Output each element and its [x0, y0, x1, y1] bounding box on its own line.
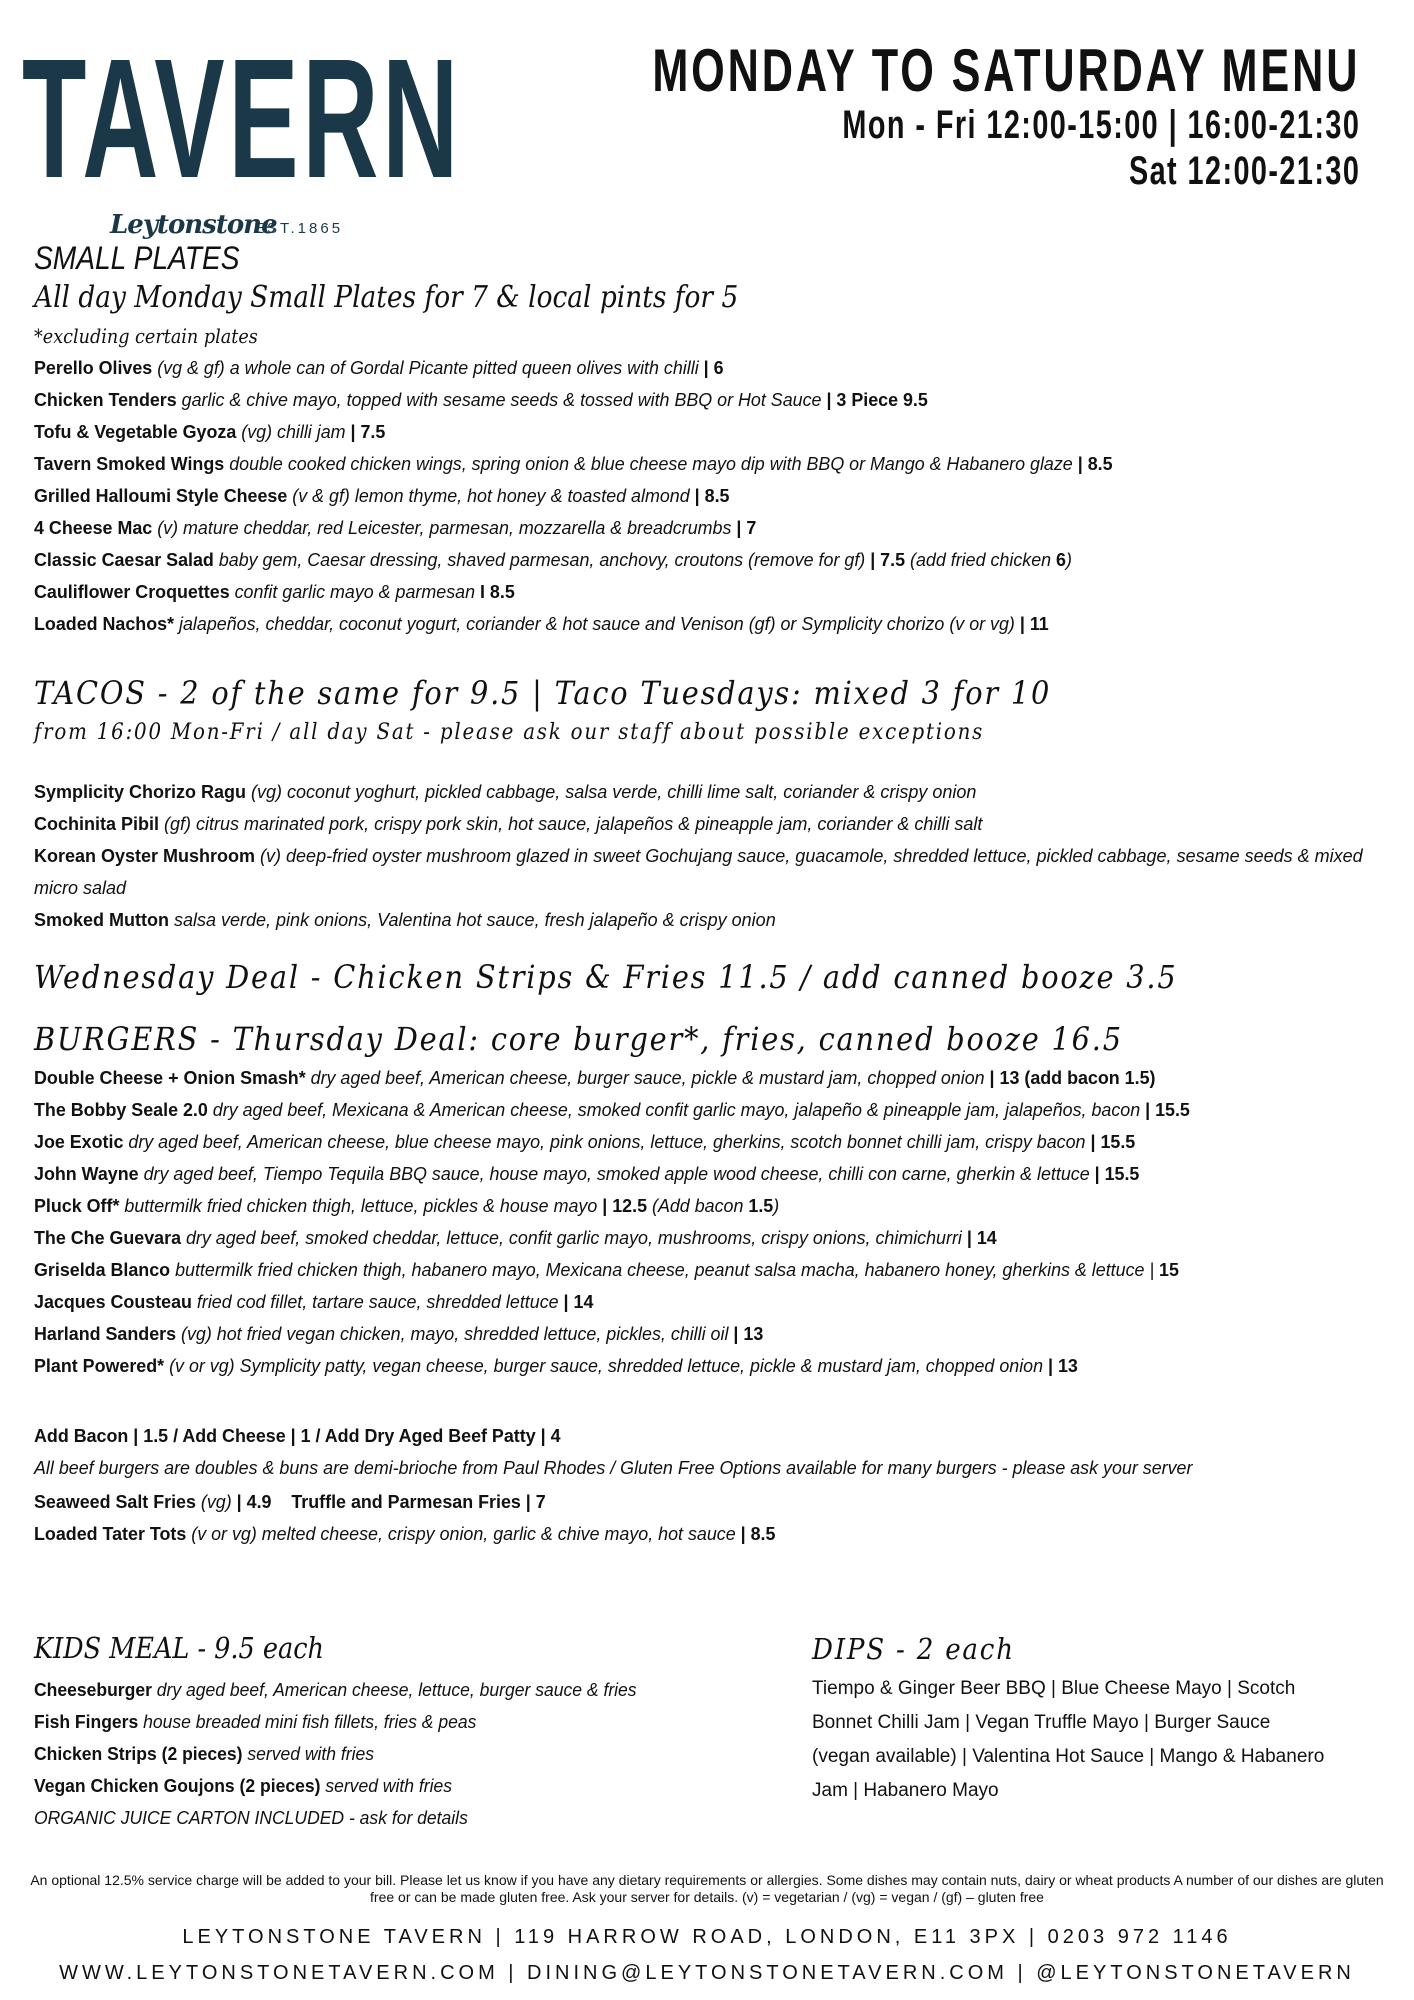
item-name: Perello Olives — [34, 358, 153, 378]
menu-item — [34, 1286, 1375, 1318]
item-price: | 13 — [728, 1324, 764, 1344]
tots-name: Loaded Tater Tots — [34, 1524, 187, 1544]
hours-saturday: Sat 12:00-21:30 — [1128, 149, 1360, 193]
item-price: | 11 — [1014, 614, 1049, 634]
item-price: | 15.5 — [1085, 1132, 1136, 1152]
item-name: Plant Powered* — [34, 1356, 165, 1376]
menu-header — [377, 37, 1360, 194]
menu-item — [34, 840, 1384, 904]
menu-item — [34, 1158, 1375, 1190]
fries1-price: | 4.9 — [231, 1492, 272, 1512]
menu-item — [34, 416, 1375, 448]
promo-note: *excluding certain plates — [34, 324, 258, 348]
menu-item — [34, 352, 1375, 384]
item-name: Cheeseburger — [34, 1680, 152, 1700]
tacos-section — [34, 670, 1384, 936]
burgers-list — [34, 1062, 1384, 1382]
item-description: served with fries — [242, 1744, 375, 1764]
menu-item — [34, 808, 1384, 840]
item-name: Korean Oyster Mushroom — [34, 846, 256, 866]
item-description: baby gem, Caesar dressing, shaved parmesan, anchovy, croutons (remove for gf) — [213, 550, 866, 570]
tacos-list — [34, 776, 1384, 936]
item-extra-price: 6 — [1056, 550, 1066, 570]
dips-list: Tiempo & Ginger Beer BBQ | Blue Cheese Mayo | Scotch Bonnet Chilli Jam | Vegan Truffle Mayo | Burger Sauce (vegan available) | Valentina Hot Sauce | Mango & Habanero Jam | Habanero Mayo — [812, 1678, 1325, 1801]
item-price: | 3 Piece 9.5 — [821, 390, 928, 410]
burger-addons-text: Add Bacon | 1.5 / Add Cheese | 1 / Add Dry Aged Beef Patty | 4 — [34, 1426, 561, 1446]
item-description: dry aged beef, American cheese, lettuce, burger sauce & fries — [151, 1680, 637, 1700]
item-name: Chicken Tenders — [34, 390, 177, 410]
item-name: Grilled Halloumi Style Cheese — [34, 486, 288, 506]
item-description: double cooked chicken wings, spring onion & blue cheese mayo dip with BBQ or Mango & Habanero glaze — [224, 454, 1073, 474]
menu-item — [34, 776, 1384, 808]
item-extra: (Add bacon — [647, 1196, 749, 1216]
item-price: | 8.5 — [689, 486, 730, 506]
menu-item — [34, 1770, 774, 1802]
tots-desc: (v or vg) melted cheese, crispy onion, garlic & chive mayo, hot sauce — [186, 1524, 736, 1544]
item-price: | 12.5 — [597, 1196, 648, 1216]
menu-item — [34, 1350, 1375, 1382]
item-description: (vg) coconut yoghurt, pickled cabbage, salsa verde, chilli lime salt, coriander & crispy onion — [246, 782, 977, 802]
item-description: salsa verde, pink onions, Valentina hot sauce, fresh jalapeño & crispy onion — [169, 910, 776, 930]
item-description: (vg & gf) a whole can of Gordal Picante pitted queen olives with chilli — [152, 358, 699, 378]
fries1-desc: (vg) — [195, 1492, 232, 1512]
burger-note — [34, 1452, 1375, 1484]
item-name: Smoked Mutton — [34, 910, 169, 930]
small-plates-section — [34, 240, 1384, 640]
item-extra-close: ) — [1065, 550, 1072, 570]
item-price: | 15.5 — [1140, 1100, 1190, 1120]
monday-promo: All day Monday Small Plates for 7 & local pints for 5 — [34, 280, 739, 315]
small-plates-title: SMALL PLATES — [34, 240, 240, 276]
item-description: (vg) hot fried vegan chicken, mayo, shredded lettuce, pickles, chilli oil — [176, 1324, 729, 1344]
tater-tots-line — [34, 1518, 1375, 1550]
item-description: (gf) citrus marinated pork, crispy pork skin, hot sauce, jalapeños & pineapple jam, coriander & chilli salt — [159, 814, 983, 834]
item-extra-price: 1.5 — [748, 1196, 774, 1216]
item-price: | 7.5 — [345, 422, 386, 442]
kids-list — [34, 1674, 794, 1802]
item-description: served with fries — [320, 1776, 452, 1796]
item-name: Cochinita Pibil — [34, 814, 160, 834]
item-name: Griselda Blanco — [34, 1260, 171, 1280]
menu-item — [34, 1738, 774, 1770]
wednesday-deal-title: Wednesday Deal - Chicken Strips & Fries 11.5 / add canned booze 3.5 — [34, 958, 1178, 996]
item-name: Loaded Nachos* — [34, 614, 175, 634]
item-name: 4 Cheese Mac — [34, 518, 153, 538]
footer-disclaimer: An optional 12.5% service charge will be added to your bill. Please let us know if you have any dietary requirements or allergies. Some dishes may contain nuts, dairy or wheat products A number of our dishes are gluten free or can be made gluten free. Ask your server for details. (v) = vegetarian / (vg) = vegan / (gf) – gluten free — [30, 1872, 1384, 1905]
menu-title: MONDAY TO SATURDAY MENU — [652, 37, 1360, 104]
menu-item — [34, 544, 1375, 576]
item-name: The Che Guevara — [34, 1228, 182, 1248]
logo-script-leytonstone: Leytonstone — [110, 210, 277, 240]
item-description: fried cod fillet, tartare sauce, shredded lettuce — [191, 1292, 559, 1312]
item-description: buttermilk fried chicken thigh, lettuce, pickles & house mayo — [119, 1196, 598, 1216]
menu-item — [34, 1674, 774, 1706]
burger-addons — [34, 1420, 1375, 1452]
menu-item — [34, 1190, 1375, 1222]
kids-note-text: ORGANIC JUICE CARTON INCLUDED - ask for details — [34, 1808, 468, 1828]
item-name: Jacques Cousteau — [34, 1292, 192, 1312]
menu-content — [34, 240, 1384, 1550]
item-price: | 13 — [1043, 1356, 1078, 1376]
item-name: Harland Sanders — [34, 1324, 177, 1344]
small-plates-list — [34, 352, 1384, 640]
fries2: Truffle and Parmesan Fries | 7 — [291, 1492, 546, 1512]
item-description: (v) deep-fried oyster mushroom glazed in sweet Gochujang sauce, guacamole, shredded lettuce, pickled cabbage, sesame seeds & mixed micro salad — [34, 846, 1363, 898]
tots-price: | 8.5 — [735, 1524, 776, 1544]
menu-item — [34, 1254, 1375, 1286]
item-name: Joe Exotic — [34, 1132, 124, 1152]
logo-wordmark: TAVERN — [22, 24, 463, 214]
menu-item — [34, 608, 1375, 640]
item-description: dry aged beef, American cheese, burger sauce, pickle & mustard jam, chopped onion — [305, 1068, 985, 1088]
menu-item — [34, 1062, 1375, 1094]
burgers-title: BURGERS - Thursday Deal: core burger*, fries, canned booze 16.5 — [34, 1020, 1123, 1058]
burgers-section — [34, 1016, 1384, 1550]
item-description: (v & gf) lemon thyme, hot honey & toasted almond — [287, 486, 690, 506]
item-price: 15 — [1159, 1260, 1179, 1280]
item-price: | 13 (add bacon 1.5) — [984, 1068, 1156, 1088]
item-name: Pluck Off* — [34, 1196, 120, 1216]
item-price: | 14 — [558, 1292, 594, 1312]
tacos-title: TACOS - 2 of the same for 9.5 | Taco Tuesdays: mixed 3 for 10 — [34, 674, 1052, 712]
menu-item — [34, 1222, 1375, 1254]
item-price: I 8.5 — [475, 582, 515, 602]
menu-item — [34, 1094, 1375, 1126]
item-price: | 7 — [731, 518, 757, 538]
hours-weekday: Mon - Fri 12:00-15:00 | 16:00-21:30 — [842, 103, 1360, 147]
item-description: dry aged beef, American cheese, blue cheese mayo, pink onions, lettuce, gherkins, scotch bonnet chilli jam, crispy bacon — [123, 1132, 1086, 1152]
item-name: Classic Caesar Salad — [34, 550, 214, 570]
item-description: jalapeños, cheddar, coconut yogurt, coriander & hot sauce and Venison (gf) or Symplicity chorizo (v or vg) — [174, 614, 1015, 634]
item-price: | 8.5 — [1072, 454, 1113, 474]
item-name: Tavern Smoked Wings — [34, 454, 225, 474]
item-name: Tofu & Vegetable Gyoza — [34, 422, 237, 442]
item-description: garlic & chive mayo, topped with sesame seeds & tossed with BBQ or Hot Sauce — [176, 390, 822, 410]
item-name: Chicken Strips (2 pieces) — [34, 1744, 243, 1764]
item-extra: (add fried chicken — [905, 550, 1057, 570]
item-name: Vegan Chicken Goujons (2 pieces) — [34, 1776, 321, 1796]
tacos-subtitle: from 16:00 Mon-Fri / all day Sat - please ask our staff about possible exceptions — [34, 720, 985, 745]
kids-meal-title: KIDS MEAL - 9.5 each — [34, 1631, 324, 1665]
item-name: Cauliflower Croquettes — [34, 582, 230, 602]
item-name: Symplicity Chorizo Ragu — [34, 782, 247, 802]
menu-item — [34, 480, 1375, 512]
menu-item — [34, 1706, 774, 1738]
kids-note — [34, 1802, 774, 1834]
item-description: dry aged beef, Tiempo Tequila BBQ sauce, house mayo, smoked apple wood cheese, chilli con carne, gherkin & lettuce — [138, 1164, 1090, 1184]
menu-item — [34, 576, 1375, 608]
item-price: | 6 — [698, 358, 724, 378]
item-name: Fish Fingers — [34, 1712, 139, 1732]
item-extra-close: ) — [773, 1196, 780, 1216]
item-name: The Bobby Seale 2.0 — [34, 1100, 208, 1120]
burger-note-text: All beef burgers are doubles & buns are demi-brioche from Paul Rhodes / Gluten Free Options available for many burgers - please ask your server — [34, 1458, 1193, 1478]
menu-item — [34, 512, 1375, 544]
item-name: Double Cheese + Onion Smash* — [34, 1068, 306, 1088]
dips-title: DIPS - 2 each — [812, 1632, 1015, 1666]
menu-item — [34, 904, 1384, 936]
item-description: house breaded mini fish fillets, fries & peas — [138, 1712, 477, 1732]
item-description: (vg) chilli jam — [236, 422, 346, 442]
wednesday-deal-section — [34, 954, 1384, 1000]
menu-item — [34, 448, 1375, 480]
item-description: (v or vg) Symplicity patty, vegan cheese, burger sauce, shredded lettuce, pickle & mustard jam, chopped onion — [164, 1356, 1044, 1376]
item-price: | 14 — [966, 1228, 997, 1248]
footer-contact: WWW.LEYTONSTONETAVERN.COM | DINING@LEYTONSTONETAVERN.COM | @LEYTONSTONETAVERN — [59, 1962, 1355, 1984]
kids-meal-section — [34, 1626, 794, 1834]
item-description: dry aged beef, Mexicana & American cheese, smoked confit garlic mayo, jalapeño & pineapple jam, jalapeños, bacon — [207, 1100, 1141, 1120]
fries-line — [34, 1486, 1375, 1518]
logo-established: EST.1865 — [254, 220, 344, 237]
item-description: buttermilk fried chicken thigh, habanero mayo, Mexicana cheese, peanut salsa macha, habanero honey, gherkins & lettuce | — [170, 1260, 1160, 1280]
menu-item — [34, 384, 1375, 416]
dips-section — [812, 1626, 1332, 1808]
footer-address: LEYTONSTONE TAVERN | 119 HARROW ROAD, LONDON, E11 3PX | 0203 972 1146 — [182, 1926, 1232, 1948]
fries1-name: Seaweed Salt Fries — [34, 1492, 196, 1512]
item-description: confit garlic mayo & parmesan — [229, 582, 476, 602]
item-description: dry aged beef, smoked cheddar, lettuce, confit garlic mayo, mushrooms, crispy onions, chimichurri — [181, 1228, 967, 1248]
item-description: (v) mature cheddar, red Leicester, parmesan, mozzarella & breadcrumbs — [152, 518, 732, 538]
item-price: | 15.5 — [1089, 1164, 1140, 1184]
item-name: John Wayne — [34, 1164, 139, 1184]
menu-item — [34, 1126, 1375, 1158]
menu-item — [34, 1318, 1375, 1350]
item-price: | 7.5 — [865, 550, 906, 570]
